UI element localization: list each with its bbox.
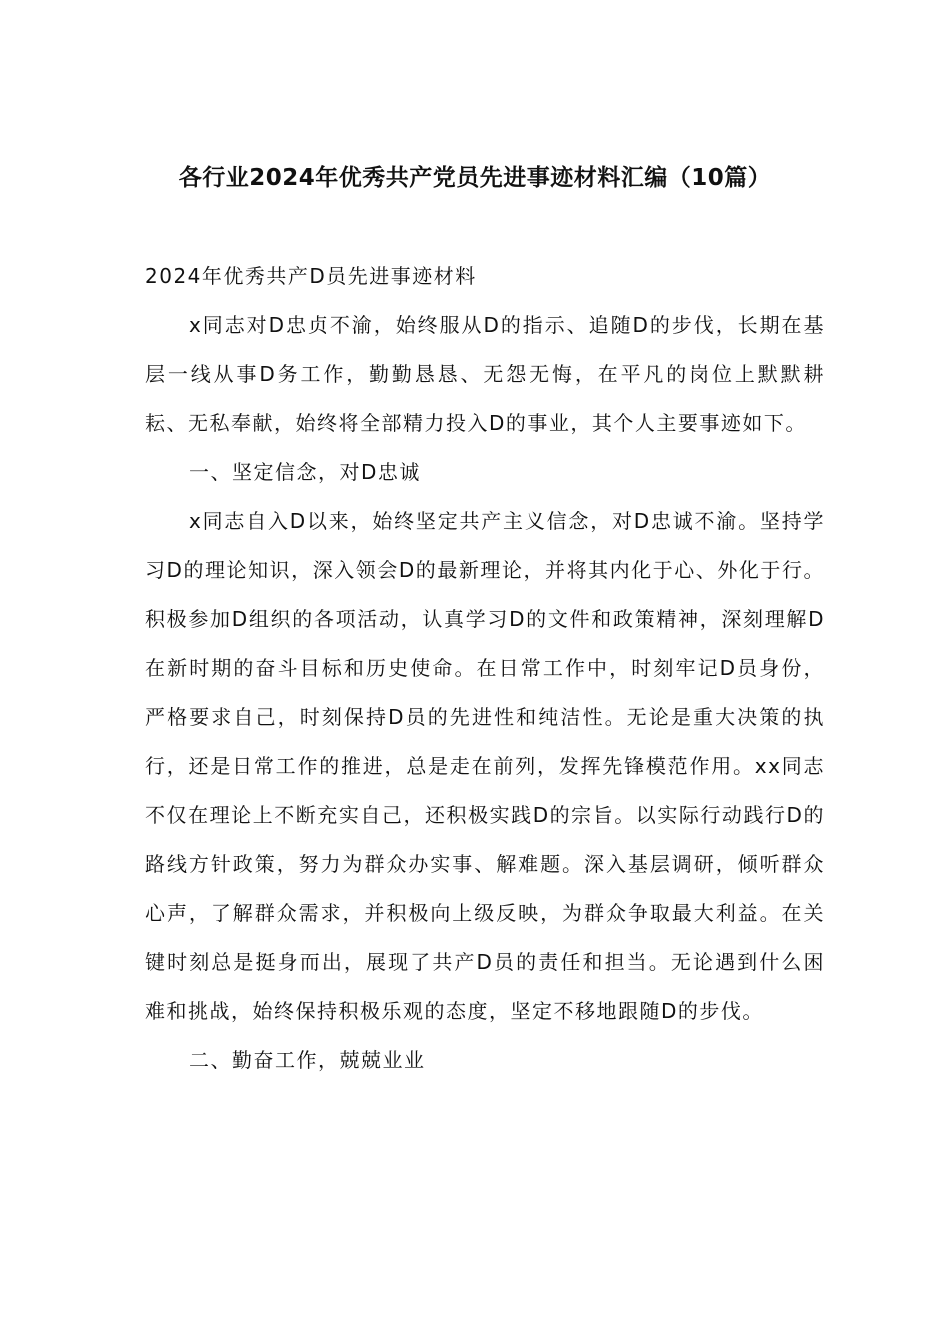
intro-paragraph: x同志对D忠贞不渝，始终服从D的指示、追随D的步伐，长期在基层一线从事D务工作，勤勤恳恳、无怨无悔，在平凡的岗位上默默耕耘、无私奉献，始终将全部精力投入D的事业，其个人主要事迹如下。	[145, 313, 825, 435]
document-body	[145, 252, 825, 1085]
document-title: 各行业2024年优秀共产党员先进事迹材料汇编（10篇）	[178, 165, 772, 191]
heading-two: 二、勤奋工作，兢兢业业	[189, 1048, 426, 1072]
section-title: 2024年优秀共产D员先进事迹材料	[145, 264, 477, 288]
heading-one: 一、坚定信念，对D忠诚	[189, 460, 421, 484]
body-paragraph: x同志自入D以来，始终坚定共产主义信念，对D忠诚不渝。坚持学习D的理论知识，深入领会D的最新理论，并将其内化于心、外化于行。积极参加D组织的各项活动，认真学习D的文件和政策精神，深刻理解D在新时期的奋斗目标和历史使命。在日常工作中，时刻牢记D员身份，严格要求自己，时刻保持D员的先进性和纯洁性。无论是重大决策的执行，还是日常工作的推进，总是走在前列，发挥先锋模范作用。xx同志不仅在理论上不断充实自己，还积极实践D的宗旨。以实际行动践行D的路线方针政策，努力为群众办实事、解难题。深入基层调研，倾听群众心声，了解群众需求，并积极向上级反映，为群众争取最大利益。在关键时刻总是挺身而出，展现了共产D员的责任和担当。无论遇到什么困难和挑战，始终保持积极乐观的态度，坚定不移地跟随D的步伐。	[145, 509, 825, 1023]
